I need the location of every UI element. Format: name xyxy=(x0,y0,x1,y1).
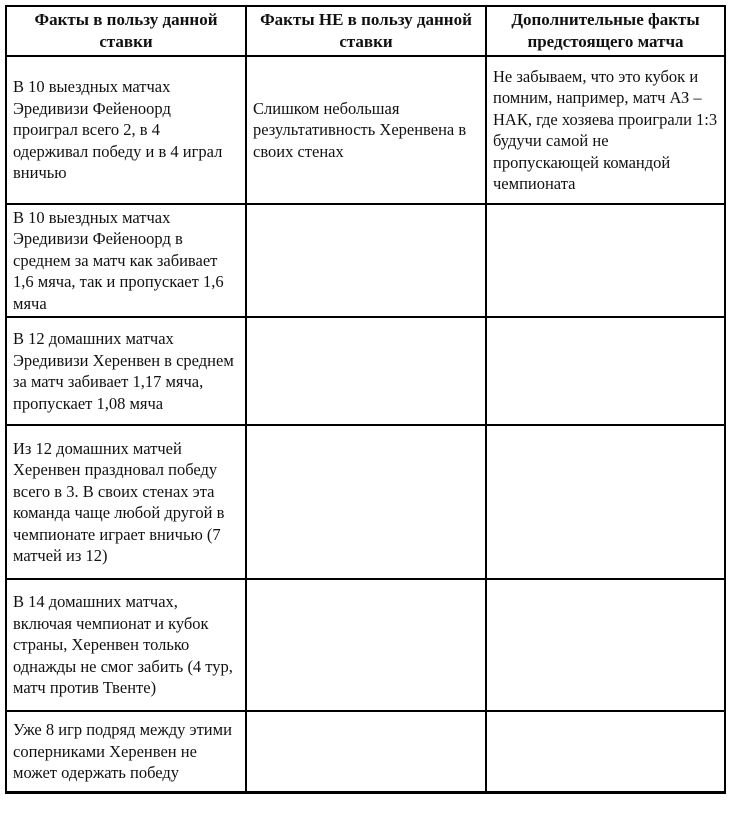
cell-additional-fact-6 xyxy=(486,711,725,792)
cell-additional-fact-2 xyxy=(486,204,725,317)
cell-against-fact-1: Слишком небольшая результативность Херенвена в своих стенах xyxy=(246,56,486,204)
cell-against-fact-5 xyxy=(246,579,486,711)
cell-against-fact-2 xyxy=(246,204,486,317)
cell-against-fact-3 xyxy=(246,317,486,425)
betting-facts-table xyxy=(5,5,726,794)
cell-additional-fact-5 xyxy=(486,579,725,711)
cell-for-fact-5: В 14 домашних матчах, включая чемпионат и кубок страны, Херенвен только однажды не смог забить (4 тур, матч против Твенте) xyxy=(6,579,246,711)
table-row xyxy=(6,711,725,792)
cell-for-fact-3: В 12 домашних матчах Эредивизи Херенвен в среднем за матч забивает 1,17 мяча, пропускает 1,08 мяча xyxy=(6,317,246,425)
table-row xyxy=(6,425,725,579)
cell-against-fact-4 xyxy=(246,425,486,579)
cell-additional-fact-4 xyxy=(486,425,725,579)
cell-against-fact-6 xyxy=(246,711,486,792)
header-additional-facts: Дополнительные факты предстоящего матча xyxy=(486,6,725,56)
cell-for-fact-1: В 10 выездных матчах Эредивизи Фейеноорд проиграл всего 2, в 4 одерживал победу и в 4 играл вничью xyxy=(6,56,246,204)
table-row xyxy=(6,317,725,425)
header-row xyxy=(6,6,725,56)
header-facts-for: Факты в пользу данной ставки xyxy=(6,6,246,56)
table-row xyxy=(6,579,725,711)
header-facts-against: Факты НЕ в пользу данной ставки xyxy=(246,6,486,56)
table-row xyxy=(6,56,725,204)
cell-additional-fact-3 xyxy=(486,317,725,425)
cell-for-fact-2: В 10 выездных матчах Эредивизи Фейеноорд в среднем за матч как забивает 1,6 мяча, так и пропускает 1,6 мяча xyxy=(6,204,246,317)
cell-for-fact-4: Из 12 домашних матчей Херенвен праздновал победу всего в 3. В своих стенах эта команда чаще любой другой в чемпионате играет вничью (7 матчей из 12) xyxy=(6,425,246,579)
cell-for-fact-6: Уже 8 игр подряд между этими соперниками Херенвен не может одержать победу xyxy=(6,711,246,792)
cell-additional-fact-1: Не забываем, что это кубок и помним, например, матч АЗ – НАК, где хозяева проиграли 1:3 будучи самой не пропускающей командой чемпионата xyxy=(486,56,725,204)
table-row xyxy=(6,204,725,317)
